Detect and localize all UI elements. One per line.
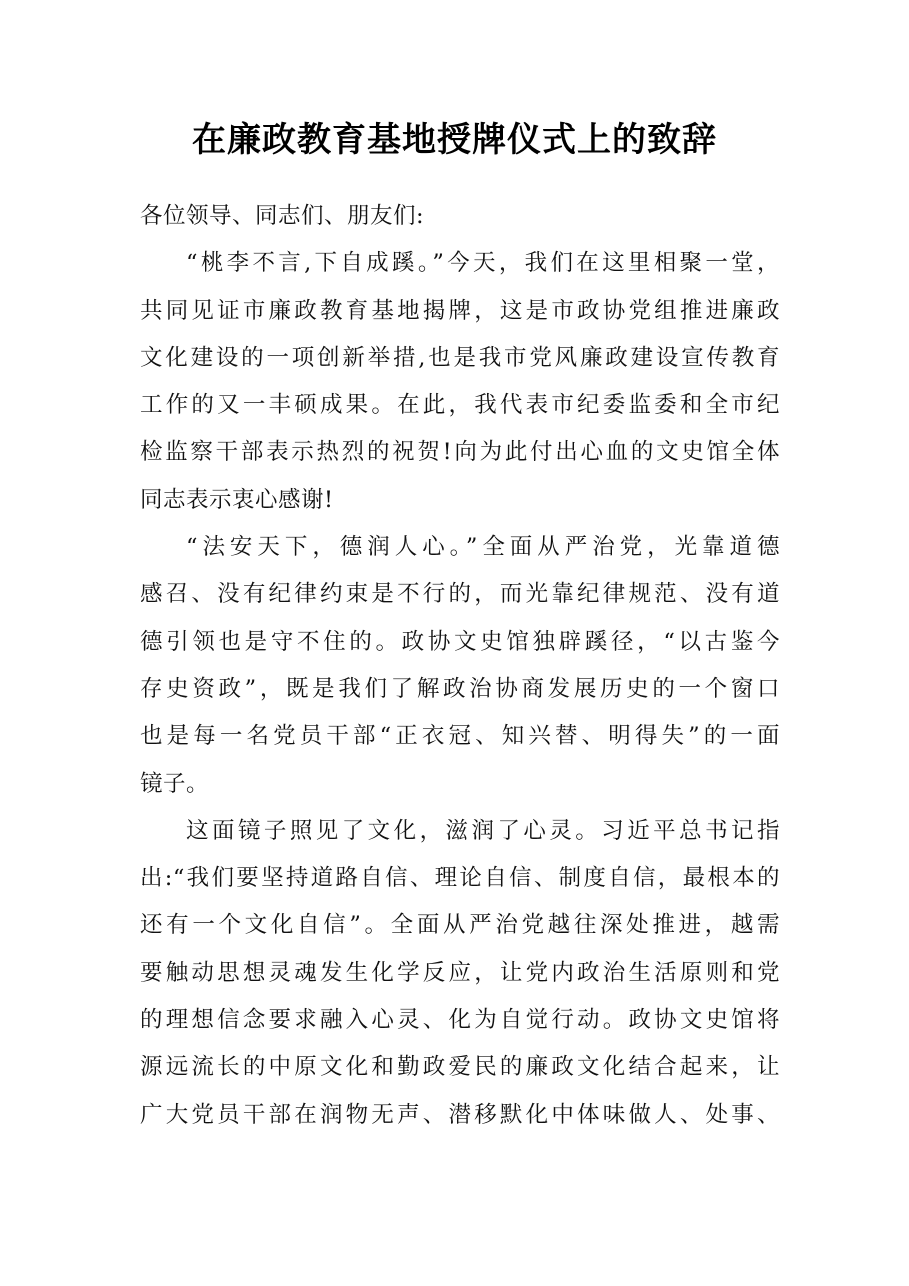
paragraph-1-line-2: 共同见证市廉政教育基地揭牌，这是市政协党组推进廉政	[140, 297, 780, 324]
paragraph-2-line-3: 德引领也是守不住的。政协文史馆独辟蹊径，“以古鉴今	[140, 628, 780, 655]
paragraph-2-line-2: 感召、没有纪律约束是不行的，而光靠纪律规范、没有道	[140, 581, 780, 608]
paragraph-3-line-4: 要触动思想灵魂发生化学反应，让党内政治生活原则和党	[140, 959, 780, 986]
document-body	[140, 193, 780, 1139]
paragraph-1-line-3: 文化建设的一项创新举措,也是我市党风廉政建设宣传教育	[140, 344, 780, 371]
paragraph-3-line-3: 还有一个文化自信”。全面从严治党越往深处推进，越需	[140, 912, 780, 939]
paragraph-3-line-1: 这面镜子照见了文化，滋润了心灵。习近平总书记指	[186, 817, 780, 844]
paragraph-1-line-4: 工作的又一丰硕成果。在此，我代表市纪委监委和全市纪	[140, 392, 780, 419]
paragraph-3-line-5: 的理想信念要求融入心灵、化为自觉行动。政协文史馆将	[140, 1007, 780, 1034]
paragraph-2-line-6: 镜子。	[140, 770, 210, 797]
paragraph-3-line-2: 出:“我们要坚持道路自信、理论自信、制度自信，最根本的	[140, 865, 780, 892]
paragraph-3-line-6: 源远流长的中原文化和勤政爱民的廉政文化结合起来，让	[140, 1054, 780, 1081]
paragraph-1-line-5: 检监察干部表示热烈的祝贺!向为此付出心血的文史馆全体	[140, 439, 780, 466]
paragraph-2-line-5: 也是每一名党员干部“正衣冠、知兴替、明得失”的一面	[140, 723, 780, 750]
salutation-line: 各位领导、同志们、朋友们:	[140, 203, 425, 229]
paragraph-1-line-6: 同志表示衷心感谢!	[140, 486, 334, 513]
paragraph-2-line-4: 存史资政”，既是我们了解政治协商发展历史的一个窗口	[140, 675, 780, 702]
paragraph-2-line-1: “法安天下，德润人心。”全面从严治党，光靠道德	[186, 534, 780, 561]
document-title: 在廉政教育基地授牌仪式上的致辞	[192, 120, 717, 160]
paragraph-1-line-1: “桃李不言,下自成蹊。”今天，我们在这里相聚一堂，	[186, 250, 780, 277]
paragraph-3-line-7: 广大党员干部在润物无声、潜移默化中体味做人、处事、	[140, 1101, 780, 1128]
